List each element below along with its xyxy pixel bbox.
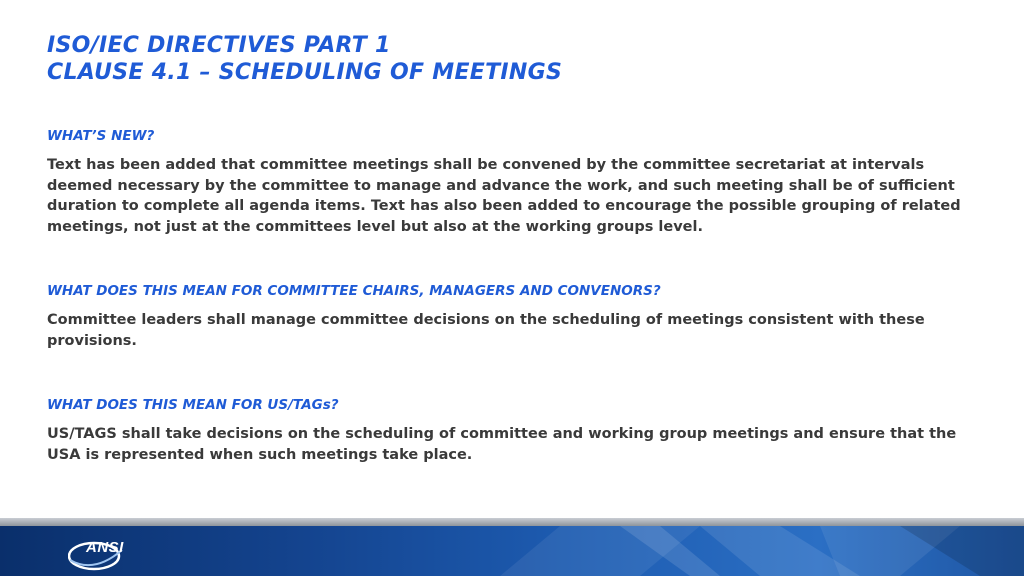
section-whats-new <box>47 127 977 237</box>
section-us-tags <box>47 396 977 465</box>
ansi-logo <box>68 532 126 564</box>
section-body: Text has been added that committee meetings shall be convened by the committee secretariat at intervals deemed necessary by the committee to manage and advance the work, and such meeting shall be of sufficient duration to complete all agenda items. Text has also been added to encourage the possible grouping of related meetings, not just at the committees level but also at the working groups level. <box>47 157 961 235</box>
footer-bar <box>0 518 1024 576</box>
section-heading: WHAT’S NEW? <box>47 128 155 144</box>
footer-divider <box>0 518 1024 526</box>
section-body: Committee leaders shall manage committee decisions on the scheduling of meetings consistent with these provisions. <box>47 312 925 349</box>
title-line-2: CLAUSE 4.1 – SCHEDULING OF MEETINGS <box>47 60 563 85</box>
title-line-1: ISO/IEC DIRECTIVES PART 1 <box>47 33 391 58</box>
section-heading: WHAT DOES THIS MEAN FOR US/TAGs? <box>47 397 339 413</box>
section-heading: WHAT DOES THIS MEAN FOR COMMITTEE CHAIRS, MANAGERS AND CONVENORS? <box>47 283 661 299</box>
section-committee-chairs <box>47 282 977 351</box>
footer-pattern <box>0 526 1024 576</box>
logo-text: ANSI <box>86 539 124 556</box>
section-body: US/TAGS shall take decisions on the scheduling of committee and working group meetings and ensure that the USA is represented when such meetings take place. <box>47 426 957 463</box>
slide-title <box>47 32 562 86</box>
